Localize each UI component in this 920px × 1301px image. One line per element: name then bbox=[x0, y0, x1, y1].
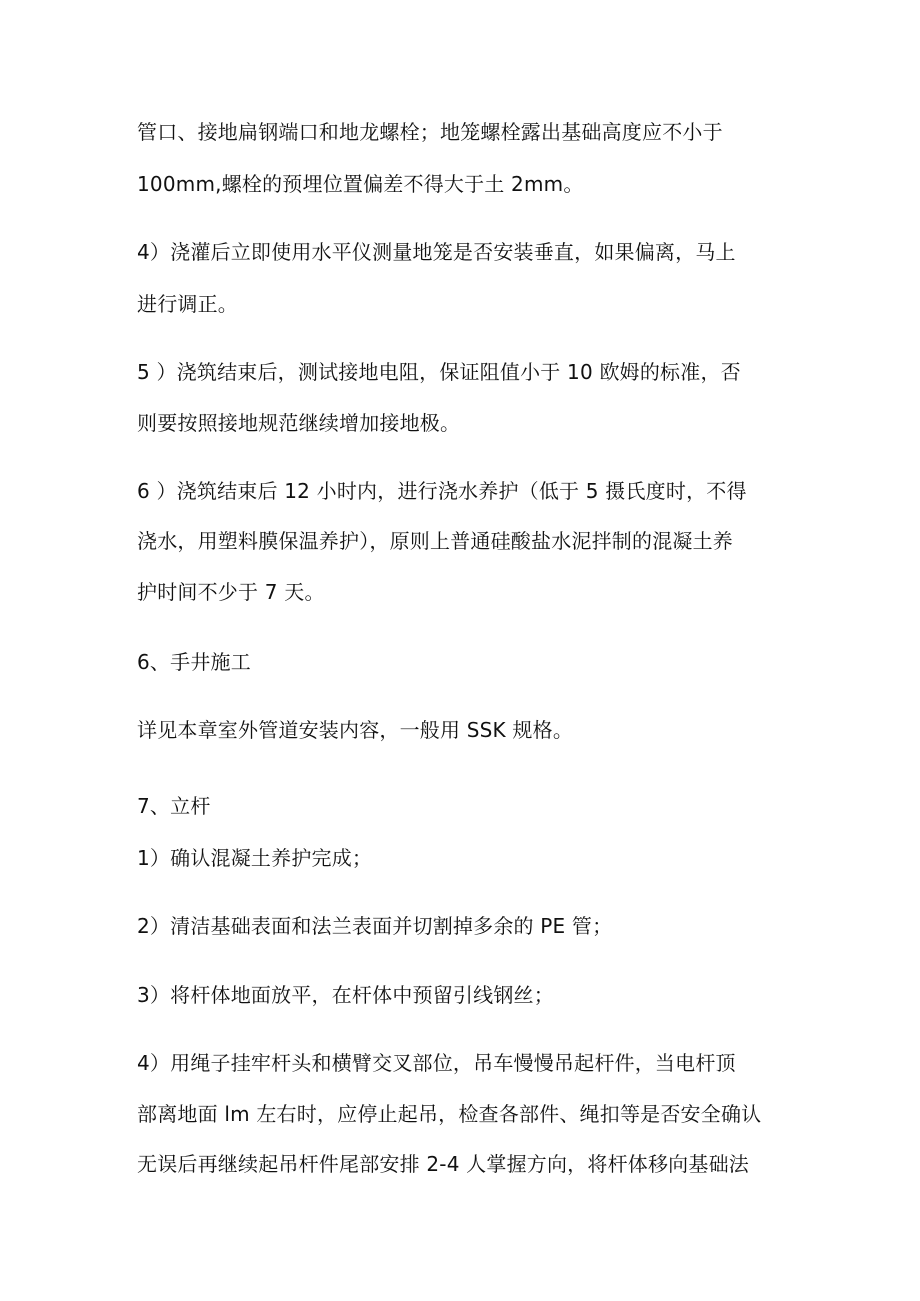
text-line: 1）确认混凝土养护完成； bbox=[137, 846, 373, 870]
text-line: 6 ）浇筑结束后 12 小时内，进行浇水养护（低于 5 摄氏度时，不得 bbox=[137, 479, 747, 503]
text-line: 管口、接地扁钢端口和地龙螺栓；地笼螺栓露出基础高度应不小于 bbox=[137, 120, 723, 144]
text-line: 5 ）浇筑结束后，测试接地电阻，保证阻值小于 10 欧姆的标准，否 bbox=[137, 360, 741, 384]
text-line: 则要按照接地规范继续增加接地极。 bbox=[137, 411, 461, 435]
text-line: 4）浇灌后立即使用水平仪测量地笼是否安装垂直，如果偏离，马上 bbox=[137, 240, 736, 264]
text-line: 详见本章室外管道安装内容，一般用 SSK 规格。 bbox=[137, 718, 574, 742]
text-line: 3）将杆体地面放平，在杆体中预留引线钢丝； bbox=[137, 983, 554, 1007]
text-line: 护时间不少于 7 天。 bbox=[137, 580, 325, 604]
section-heading: 6、手井施工 bbox=[137, 650, 251, 674]
text-line: 部离地面 lm 左右时，应停止起吊，检查各部件、绳扣等是否安全确认 bbox=[137, 1102, 762, 1126]
text-line: 浇水，用塑料膜保温养护），原则上普通硅酸盐水泥拌制的混凝土养 bbox=[137, 529, 733, 553]
section-heading: 7、立杆 bbox=[137, 794, 211, 818]
text-line: 100mm,螺栓的预埋位置偏差不得大于土 2mm。 bbox=[137, 172, 584, 196]
text-line: 2）清洁基础表面和法兰表面并切割掉多余的 PE 管； bbox=[137, 914, 613, 938]
text-line: 4）用绳子挂牢杆头和横臂交叉部位，吊车慢慢吊起杆件，当电杆顶 bbox=[137, 1051, 736, 1075]
text-line: 进行调正。 bbox=[137, 292, 238, 316]
text-line: 无误后再继续起吊杆件尾部安排 2-4 人掌握方向，将杆体移向基础法 bbox=[137, 1152, 749, 1176]
